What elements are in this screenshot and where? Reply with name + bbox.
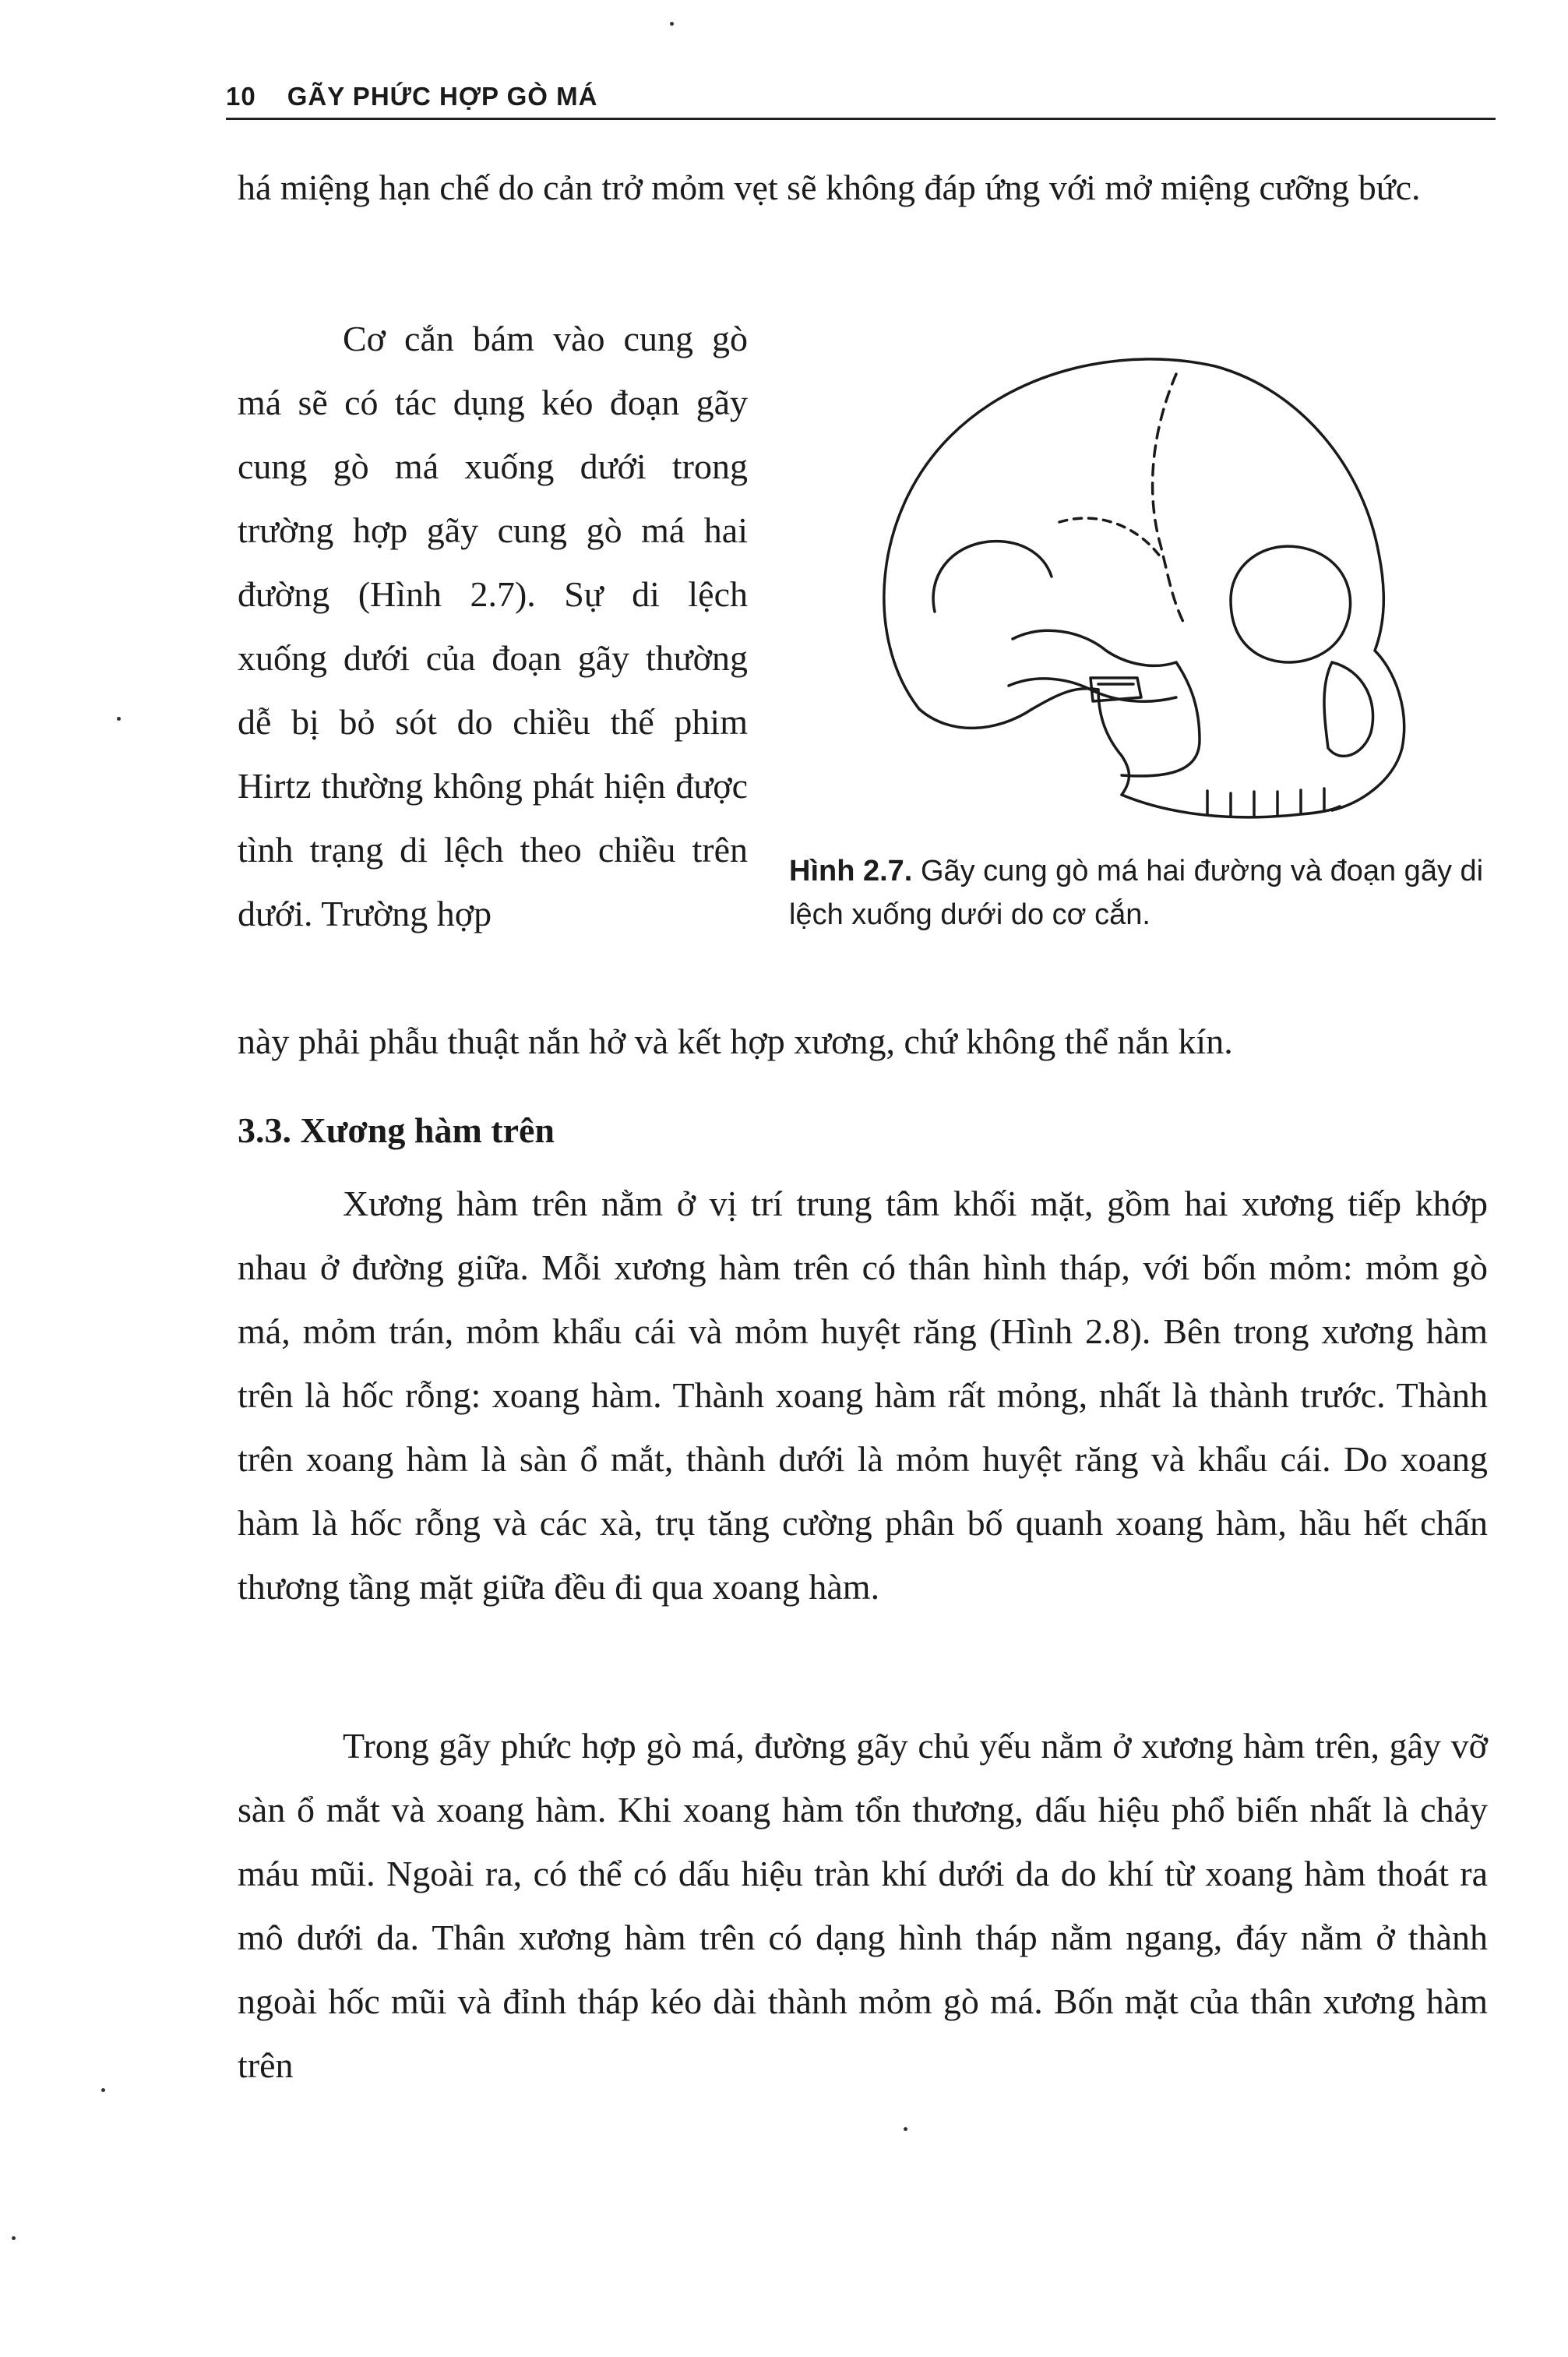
nasal-cavity: [1324, 662, 1373, 756]
orbit-outline: [1231, 546, 1351, 662]
figure-caption: [789, 849, 1494, 937]
paragraph-zygomatic-arch-end: này phải phẫu thuật nắn hở và kết hợp xương, chứ không thể nắn kín.: [238, 1021, 1233, 1061]
paragraph-zygomatic-arch: Cơ cắn bám vào cung gò má sẽ có tác dụng kéo đoạn gãy cung gò má xuống dưới trong trường hợp gãy cung gò má hai đường (Hình 2.7). Sự di lệch xuống dưới của đoạn gãy thường dễ bị bỏ sót do chiều thế phim Hirtz thường không phát hiện được tình trạng di lệch theo chiều trên dưới. Trường hợp: [238, 319, 748, 933]
maxilla-outline: [1122, 662, 1200, 776]
maxilla-teeth: [1122, 789, 1340, 817]
skull-lateral-icon: [865, 343, 1410, 842]
coronal-suture: [1153, 374, 1184, 623]
scan-speck: [101, 2088, 105, 2092]
scan-speck: [670, 22, 674, 26]
paragraph-continued: há miệng hạn chế do cản trở mỏm vẹt sẽ không đáp ứng với mở miệng cưỡng bức.: [238, 168, 1421, 207]
skull-figure: [865, 343, 1410, 842]
squamous-suture: [1059, 518, 1161, 557]
paragraph-maxilla-1: Xương hàm trên nằm ở vị trí trung tâm khối mặt, gồm hai xương tiếp khớp nhau ở đường giữa. Mỗi xương hàm trên có thân hình tháp, với bốn mỏm: mỏm gò má, mỏm trán, mỏm khẩu cái và mỏm huyệt răng (Hình 2.8). Bên trong xương hàm trên là hốc rỗng: xoang hàm. Thành xoang hàm rất mỏng, nhất là thành trước. Thành trên xoang hàm là sàn ổ mắt, thành dưới là mỏm huyệt răng và khẩu cái. Do xoang hàm là hốc rỗng và các xà, trụ tăng cường phân bố quanh xoang hàm, hầu hết chấn thương tầng mặt giữa đều đi qua xoang hàm.: [238, 1184, 1488, 1607]
skull-base-line: [919, 689, 1098, 729]
chapter-title: GÃY PHỨC HỢP GÒ MÁ: [287, 82, 598, 111]
scan-speck: [904, 2127, 907, 2131]
running-header: [226, 72, 1496, 120]
caption-text: Gãy cung gò má hai đường và đoạn gãy di lệch xuống dưới do cơ cắn.: [789, 855, 1484, 931]
scan-speck: [117, 717, 121, 721]
section-heading: 3.3. Xương hàm trên: [238, 1110, 555, 1150]
paragraph-maxilla-2: Trong gãy phức hợp gò má, đường gãy chủ yếu nằm ở xương hàm trên, gây vỡ sàn ổ mắt và xoang hàm. Khi xoang hàm tổn thương, dấu hiệu phổ biến nhất là chảy máu mũi. Ngoài ra, có thể có dấu hiệu tràn khí dưới da do khí từ xoang hàm thoát ra mô dưới da. Thân xương hàm trên có dạng hình tháp nằm ngang, đáy nằm ở thành ngoài hốc mũi và đỉnh tháp kéo dài thành mỏm gò má. Bốn mặt của thân xương hàm trên: [238, 1726, 1488, 2085]
page-number: 10: [226, 82, 256, 111]
caption-label: Hình 2.7.: [789, 855, 913, 887]
pterygoid-process: [1098, 690, 1129, 795]
scan-speck: [12, 2236, 16, 2240]
temporal-fossa: [933, 542, 1052, 612]
zygomatic-arch-upper: [1013, 630, 1176, 665]
